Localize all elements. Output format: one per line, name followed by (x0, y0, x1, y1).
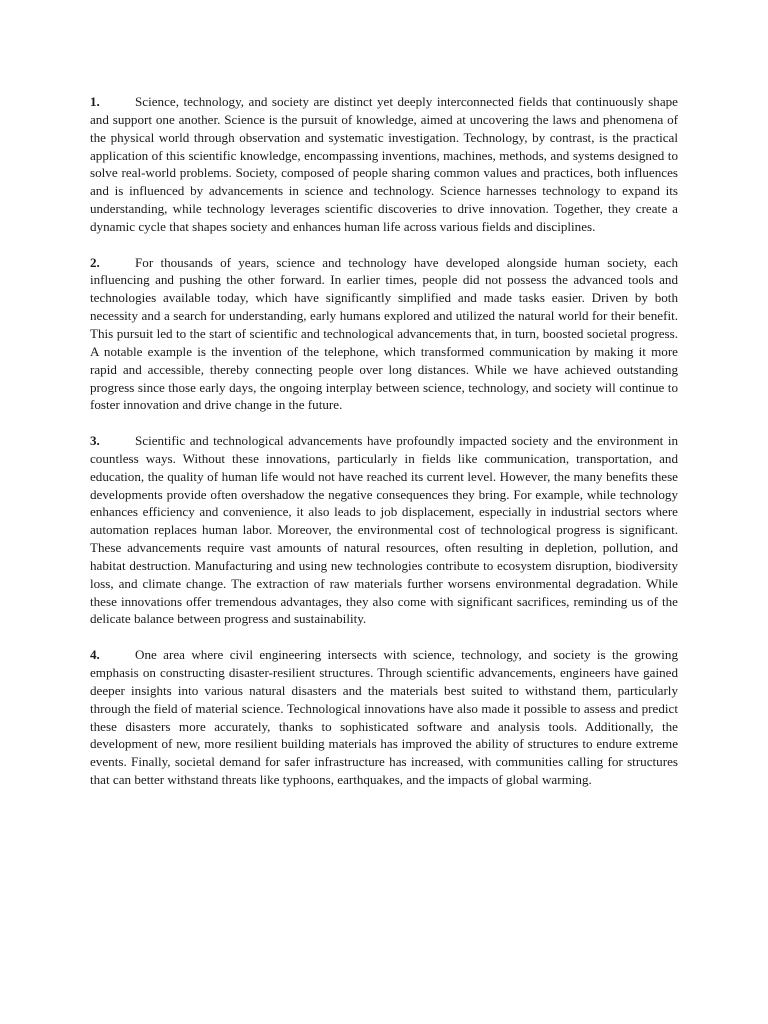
paragraph-text: One area where civil engineering intersects with science, technology, and society is the growing emphasis on constructing disaster-resilient structures. Through scientific advancements, engineers have gained deeper insights into various natural disasters and the materials best suited to withstand them, particularly through the field of material science. Technological innovations have also made it possible to assess and predict these disasters more accurately, thanks to sophisticated software and analysis tools. Additionally, the development of new, more resilient building materials has improved the ability of structures to endure extreme events. Finally, societal demand for safer infrastructure has increased, with communities calling for structures that can better withstand threats like typhoons, earthquakes, and the impacts of global warming. (90, 647, 678, 788)
paragraph-4 (90, 646, 678, 789)
paragraph-number: 2. (90, 254, 100, 270)
paragraph-number: 3. (90, 433, 100, 449)
paragraph-text: Scientific and technological advancements have profoundly impacted society and the environment in countless ways. Without these innovations, particularly in fields like communication, transportation, and education, the quality of human life would not have reached its current level. However, the many benefits these developments provide often overshadow the negative consequences they bring. For example, while technology enhances efficiency and convenience, it also leads to job displacement, especially in industrial sectors where automation replaces human labor. Moreover, the environmental cost of technological progress is significant. These advancements require vast amounts of natural resources, often resulting in depletion, pollution, and habitat destruction. Manufacturing and using new technologies contribute to ecosystem disruption, biodiversity loss, and climate change. The extraction of raw materials further worsens environmental degradation. While these innovations offer tremendous advantages, they also come with significant sacrifices, reminding us of the delicate balance between progress and sustainability. (90, 433, 678, 627)
paragraph-text: For thousands of years, science and technology have developed alongside human society, each influencing and pushing the other forward. In earlier times, people did not possess the advanced tools and technologies available today, which have significantly simplified and made tasks easier. Driven by both necessity and a search for understanding, early humans explored and utilized the natural world for their benefit. This pursuit led to the start of scientific and technological advancements that, in turn, boosted societal progress. A notable example is the invention of the telephone, which transformed communication by making it more rapid and accessible, thereby connecting people over long distances. While we have achieved outstanding progress since those early days, the ongoing interplay between science, technology, and society will continue to foster innovation and drive change in the future. (90, 254, 678, 413)
paragraph-number: 1. (90, 94, 100, 109)
paragraph-2 (90, 254, 678, 415)
paragraph-1 (90, 93, 678, 236)
paragraph-number: 4. (90, 647, 100, 663)
paragraph-text: Science, technology, and society are distinct yet deeply interconnected fields that continuously shape and support one another. Science is the pursuit of knowledge, aimed at uncovering the laws and phenomena of the physical world through observation and systematic investigation. Technology, by contrast, is the practical application of this scientific knowledge, encompassing inventions, machines, methods, and systems designed to solve real-world problems. Society, composed of people sharing common values and practices, both influences and is influenced by advancements in science and technology. Science harnesses technology to expand its understanding, while technology leverages scientific discoveries to drive innovation. Together, they create a dynamic cycle that shapes society and enhances human life across various fields and disciplines. (90, 94, 678, 234)
document-page (90, 93, 678, 807)
paragraph-3 (90, 432, 678, 628)
